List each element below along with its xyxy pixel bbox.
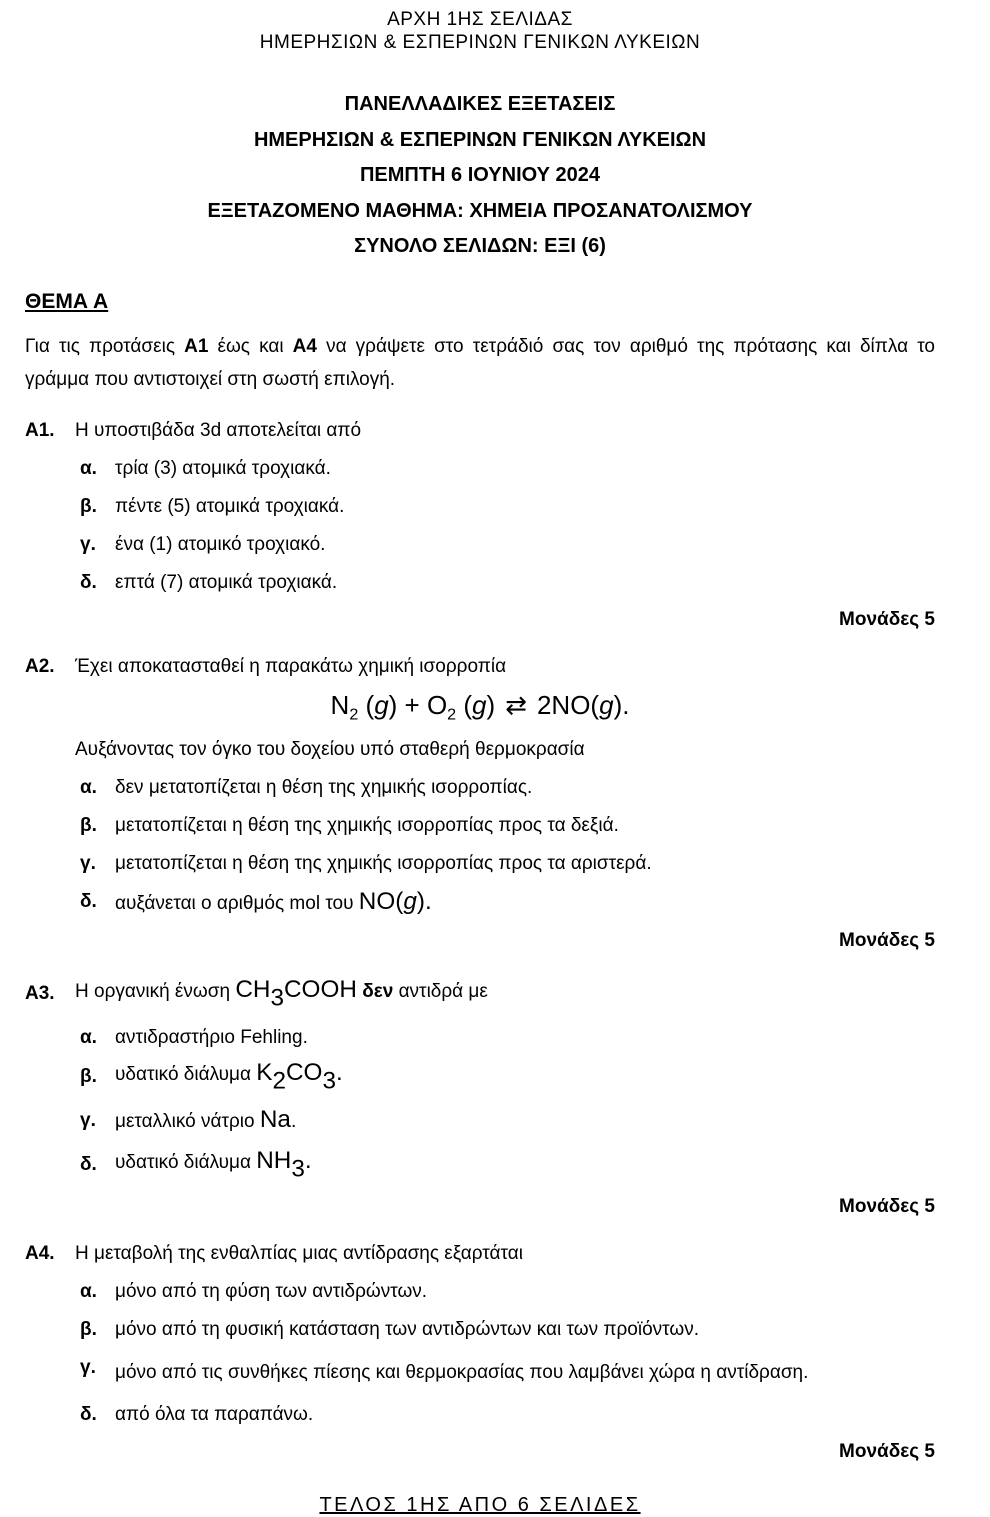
option-text: μετατοπίζεται η θέση της χημικής ισορροπίας προς τα αριστερά.	[115, 853, 652, 875]
exam-subject: ΕΞΕΤΑΖΟΜΕΝΟ ΜΑΘΗΜΑ: ΧΗΜΕΙΑ ΠΡΟΣΑΝΑΤΟΛΙΣΜΟΥ	[207, 199, 753, 222]
option-text: μόνο από τη φυσική κατάσταση των αντιδρώντων και των προϊόντων.	[115, 1319, 699, 1341]
question-a4-option-a	[80, 1280, 935, 1304]
option-text: μόνο από τις συνθήκες πίεσης και θερμοκρασίας που λαμβάνει χώρα η αντίδραση.	[115, 1362, 809, 1384]
option-letter: γ.	[80, 1357, 96, 1379]
page-header-schools: ΗΜΕΡΗΣΙΩΝ & ΕΣΠΕΡΙΝΩΝ ΓΕΝΙΚΩΝ ΛΥΚΕΙΩΝ	[259, 32, 701, 53]
option-letter: δ.	[80, 1404, 97, 1426]
option-text: αυξάνεται ο αριθμός mol του NO(g).	[115, 888, 432, 916]
option-text: μετατοπίζεται η θέση της χημικής ισορροπίας προς τα δεξιά.	[115, 815, 619, 837]
option-letter: γ.	[80, 853, 96, 875]
question-a2-option-c	[80, 852, 935, 876]
option-text: επτά (7) ατομικά τροχιακά.	[115, 571, 338, 593]
page-start-marker: ΑΡΧΗ 1ΗΣ ΣΕΛΙΔΑΣ	[387, 9, 573, 30]
exam-date: ΠΕΜΠΤΗ 6 ΙΟΥΝΙΟΥ 2024	[359, 164, 601, 186]
theme-a-title: ΘΕΜΑ Α	[25, 289, 109, 313]
question-a4-head	[25, 1242, 935, 1266]
page-end-marker: ΤΕΛΟΣ 1ΗΣ ΑΠΟ 6 ΣΕΛΙΔΕΣ	[319, 1494, 641, 1517]
question-a3-option-c	[80, 1104, 935, 1138]
question-a4-option-d	[80, 1403, 935, 1427]
question-a3-points: Μονάδες 5	[839, 1196, 935, 1218]
question-a3-option-a	[80, 1026, 935, 1050]
question-a3	[25, 976, 935, 1219]
question-a3-stem: Η οργανική ένωση CH3COOH δεν αντιδρά με	[75, 975, 488, 1012]
option-letter: β.	[80, 1319, 97, 1341]
exam-total-pages: ΣΥΝΟΛΟ ΣΕΛΙΔΩΝ: ΕΞΙ (6)	[354, 235, 606, 257]
option-text: υδατικό διάλυμα K2CO3.	[115, 1058, 343, 1095]
exam-name: ΠΑΝΕΛΛΑΔΙΚΕΣ ΕΞΕΤΑΣΕΙΣ	[344, 93, 616, 115]
question-a3-head	[25, 976, 935, 1012]
question-a2-option-b	[80, 814, 935, 838]
option-letter: γ.	[80, 533, 96, 555]
option-letter: δ.	[80, 571, 97, 593]
question-a2	[25, 655, 935, 954]
question-a2-head	[25, 655, 935, 679]
exam-schools: ΗΜΕΡΗΣΙΩΝ & ΕΣΠΕΡΙΝΩΝ ΓΕΝΙΚΩΝ ΛΥΚΕΙΩΝ	[253, 128, 707, 151]
question-a3-option-b	[80, 1060, 935, 1094]
option-letter: δ.	[80, 891, 97, 913]
option-letter: α.	[80, 777, 97, 799]
option-letter: γ.	[80, 1110, 96, 1132]
question-a2-stem: Έχει αποκατασταθεί η παρακάτω χημική ισορροπία	[75, 655, 507, 677]
question-a1-option-d	[80, 571, 935, 595]
option-text: μεταλλικό νάτριο Na.	[115, 1106, 297, 1134]
question-a1-stem: Η υποστιβάδα 3d αποτελείται από	[75, 419, 362, 441]
question-a2-note: Αυξάνοντας τον όγκο του δοχείου υπό σταθερή θερμοκρασία	[75, 739, 585, 761]
question-a2-number: Α2.	[25, 655, 55, 677]
chemical-equilibrium-equation: $N_2$ $(g) + O_2$ (g) ⇄ 2NO(g).	[330, 689, 630, 724]
option-text: ένα (1) ατομικό τροχιακό.	[115, 533, 326, 555]
option-letter: β.	[80, 495, 97, 517]
option-text: αντιδραστήριο Fehling.	[115, 1027, 308, 1049]
option-letter: α.	[80, 1281, 97, 1303]
question-a2-option-a	[80, 776, 935, 800]
option-letter: δ.	[80, 1154, 97, 1176]
page-header	[25, 8, 935, 54]
question-a2-points: Μονάδες 5	[839, 930, 935, 952]
option-text: μόνο από τη φύση των αντιδρώντων.	[115, 1281, 428, 1303]
option-text: υδατικό διάλυμα NH3.	[115, 1146, 312, 1183]
question-a3-option-d	[80, 1148, 935, 1182]
option-text: δεν μετατοπίζεται η θέση της χημικής ισορροπίας.	[115, 777, 533, 799]
question-a1-option-c	[80, 533, 935, 557]
option-letter: β.	[80, 1066, 97, 1088]
option-text: πέντε (5) ατομικά τροχιακά.	[115, 495, 345, 517]
question-a1-option-b	[80, 495, 935, 519]
question-a4-number: Α4.	[25, 1243, 55, 1265]
exam-title-block	[25, 87, 935, 265]
option-text: από όλα τα παραπάνω.	[115, 1404, 314, 1426]
question-a4	[25, 1242, 935, 1464]
question-a1-head	[25, 419, 935, 443]
option-letter: α.	[80, 1027, 97, 1049]
page-footer	[25, 1494, 935, 1517]
question-a2-option-d	[80, 890, 935, 916]
question-a1	[25, 419, 935, 632]
question-a4-points: Μονάδες 5	[839, 1441, 935, 1463]
question-a4-stem: Η μεταβολή της ενθαλπίας μιας αντίδρασης εξαρτάται	[75, 1243, 523, 1265]
question-a1-number: Α1.	[25, 419, 55, 441]
question-a3-number: Α3.	[25, 983, 55, 1005]
option-text: τρία (3) ατομικά τροχιακά.	[115, 457, 331, 479]
option-letter: β.	[80, 815, 97, 837]
theme-a-instructions: Για τις προτάσεις Α1 έως και Α4 να γράψετε στο τετράδιό σας τον αριθμό της πρότασης και δίπλα το γράμμα που αντιστοιχεί στη σωστή επιλογή.	[25, 335, 935, 390]
question-a4-option-b	[80, 1318, 935, 1342]
question-a1-option-a	[80, 457, 935, 481]
question-a4-option-c	[80, 1356, 935, 1389]
option-letter: α.	[80, 457, 97, 479]
question-a1-points: Μονάδες 5	[839, 608, 935, 630]
